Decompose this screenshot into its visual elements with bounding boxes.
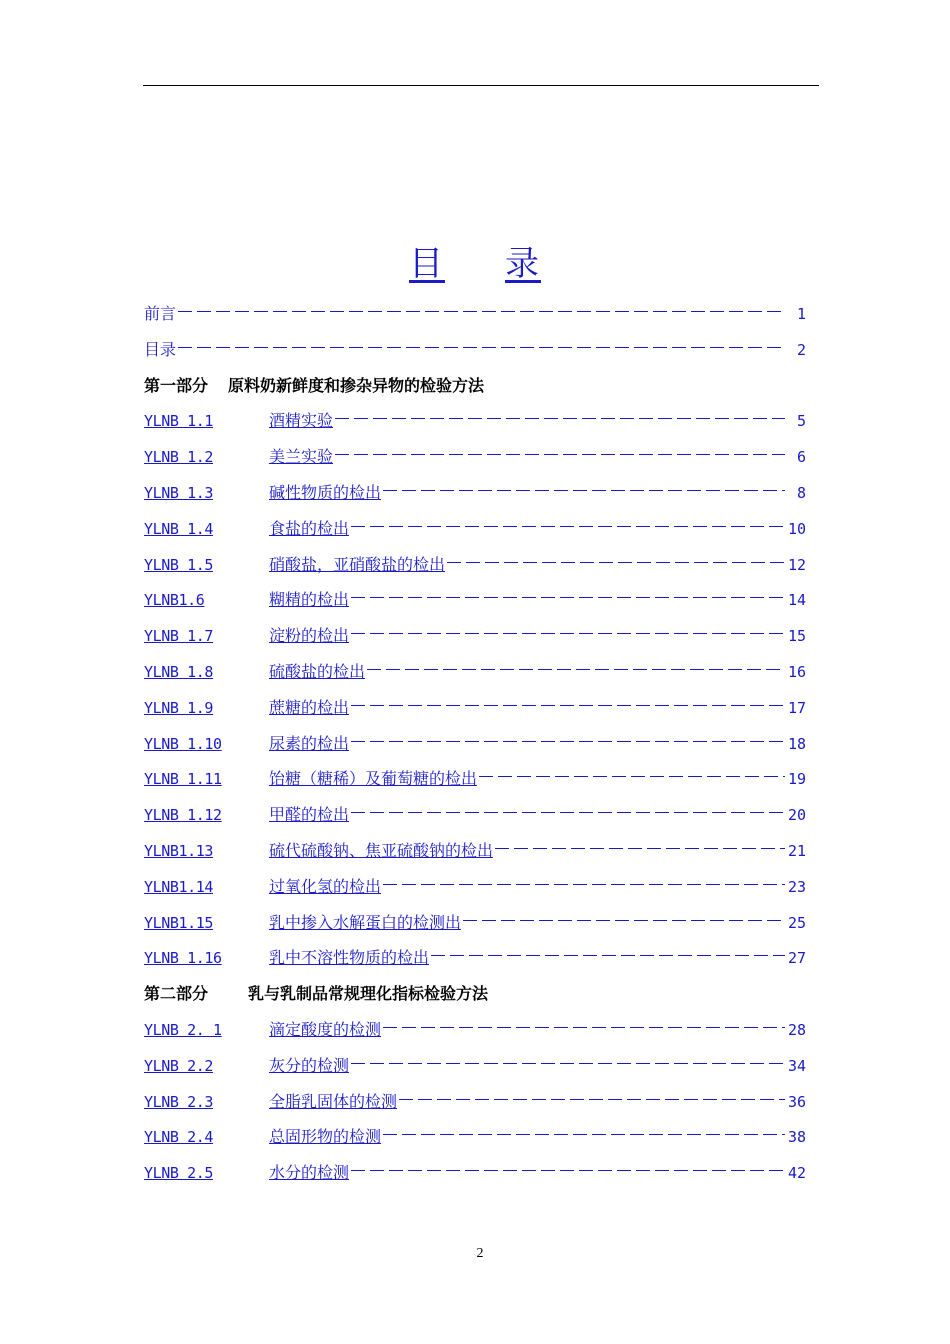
toc-entry-page: 23 <box>787 877 806 896</box>
toc-entry[interactable] <box>144 940 806 976</box>
toc-entry-title: 全脂乳固体的检测 <box>269 1091 398 1111</box>
section-part-label: 第一部分 <box>144 375 209 395</box>
toc-entry[interactable] <box>144 403 806 439</box>
dot-leader <box>351 517 785 537</box>
dot-leader <box>351 588 785 608</box>
toc-entry-title: 甲醛的检出 <box>269 805 350 825</box>
toc-entry[interactable] <box>144 654 806 690</box>
toc-entry-title: 乳中掺入水解蛋白的检测出 <box>269 912 462 932</box>
toc-entry-page: 19 <box>787 770 806 789</box>
toc-entry-code: YLNB 1.5 <box>144 555 214 574</box>
section-title: 原料奶新鲜度和掺杂异物的检验方法 <box>228 375 485 395</box>
toc-entry-code: YLNB 2. 1 <box>144 1020 222 1039</box>
toc-entry[interactable] <box>144 761 806 797</box>
toc-entry-code: YLNB 1.12 <box>144 806 222 825</box>
toc-entry-code: YLNB1.15 <box>144 913 214 932</box>
dot-leader <box>351 732 785 752</box>
toc-entry[interactable] <box>144 1048 806 1084</box>
toc-entry[interactable] <box>144 1012 806 1048</box>
section-title: 乳与乳制品常规理化指标检验方法 <box>248 984 489 1004</box>
toc-entry-title: 总固形物的检测 <box>269 1127 382 1147</box>
toc-entry[interactable] <box>144 618 806 654</box>
toc-entry-code: YLNB 1.8 <box>144 662 214 681</box>
page-number: 2 <box>476 1246 484 1261</box>
dot-leader <box>367 660 785 680</box>
dot-leader <box>479 767 785 787</box>
dot-leader <box>351 624 785 644</box>
toc-entry-title: 淀粉的检出 <box>269 626 350 646</box>
toc-entry-code: YLNB1.14 <box>144 877 214 896</box>
toc-entry-title: 硫酸盐的检出 <box>269 661 366 681</box>
toc-entry-page: 15 <box>787 627 806 646</box>
header-rule <box>143 85 819 86</box>
toc-entry-page: 10 <box>787 519 806 538</box>
toc-entry-title: 饴糖（糖稀）及葡萄糖的检出 <box>269 769 478 789</box>
toc-entry[interactable] <box>144 833 806 869</box>
toc-entry-code: YLNB 1.3 <box>144 483 214 502</box>
toc-entry-title: 前言 <box>144 304 177 323</box>
dot-leader <box>335 409 785 429</box>
dot-leader <box>447 553 785 573</box>
dot-leader <box>431 946 785 966</box>
dot-leader <box>495 839 785 859</box>
toc-entry-contents[interactable] <box>144 332 806 368</box>
toc-entry-code: YLNB 2.5 <box>144 1164 214 1183</box>
toc-entry-title: 水分的检测 <box>269 1163 350 1183</box>
dot-leader <box>351 803 785 823</box>
toc-entry-title: 灰分的检测 <box>269 1055 350 1075</box>
dot-leader <box>335 445 785 465</box>
toc-entry-page: 8 <box>796 483 806 502</box>
toc-entry-title: 食盐的检出 <box>269 518 350 538</box>
toc-entry-page: 6 <box>796 448 806 467</box>
toc-entry-code: YLNB 1.2 <box>144 448 214 467</box>
toc-entry-code: YLNB 1.9 <box>144 698 214 717</box>
toc-entry-code: YLNB 1.7 <box>144 627 214 646</box>
toc-entry-page: 18 <box>787 734 806 753</box>
toc-entry[interactable] <box>144 1119 806 1155</box>
toc-entry-title: 硝酸盐，亚硝酸盐的检出 <box>269 554 446 574</box>
dot-leader <box>383 481 785 501</box>
dot-leader <box>351 696 785 716</box>
dot-leader <box>463 911 785 931</box>
dot-leader <box>383 1018 785 1038</box>
title-char-right: 录 <box>505 244 541 284</box>
toc-entry-code: YLNB 1.1 <box>144 412 214 431</box>
toc-entry-title: 蔗糖的检出 <box>269 697 350 717</box>
dot-leader <box>178 338 785 358</box>
toc-entry-title: 碱性物质的检出 <box>269 482 382 502</box>
toc-entry-page: 34 <box>787 1056 806 1075</box>
section-heading-1 <box>144 368 806 404</box>
section-part-label: 第二部分 <box>144 984 209 1004</box>
toc-entry-title: 目录 <box>144 339 177 359</box>
toc-entry[interactable] <box>144 547 806 583</box>
toc-entry-page: 14 <box>787 591 806 610</box>
toc-entry-page: 21 <box>787 841 806 860</box>
dot-leader <box>178 302 785 322</box>
dot-leader <box>383 875 785 895</box>
toc-entry[interactable] <box>144 1155 806 1191</box>
toc-entry-page: 20 <box>787 806 806 825</box>
toc-entry-page: 12 <box>787 555 806 574</box>
toc-entry-code: YLNB 1.10 <box>144 734 222 753</box>
toc-entry-title: 硫代硫酸钠、焦亚硫酸钠的检出 <box>269 840 494 860</box>
toc-entry[interactable] <box>144 1084 806 1120</box>
toc-entry-page: 17 <box>787 698 806 717</box>
toc-entry-code: YLNB1.6 <box>144 591 205 610</box>
toc-entry-title: 尿素的检出 <box>269 733 350 753</box>
toc-entry-code: YLNB1.13 <box>144 841 214 860</box>
toc-list <box>144 296 806 1191</box>
toc-entry-code: YLNB 2.3 <box>144 1092 214 1111</box>
toc-entry-title: 乳中不溶性物质的检出 <box>269 948 430 968</box>
toc-entry[interactable] <box>144 475 806 511</box>
toc-entry-code: YLNB 1.16 <box>144 949 222 968</box>
toc-entry[interactable] <box>144 690 806 726</box>
toc-entry-page: 42 <box>787 1164 806 1183</box>
toc-entry-title: 酒精实验 <box>269 411 334 431</box>
title-char-left: 目 <box>409 244 445 284</box>
section-heading-2 <box>144 976 806 1012</box>
toc-entry-code: YLNB 2.4 <box>144 1128 214 1147</box>
toc-entry-title: 滴定酸度的检测 <box>269 1019 382 1039</box>
toc-entry[interactable] <box>144 726 806 762</box>
dot-leader <box>351 1054 785 1074</box>
toc-entry-page: 27 <box>787 949 806 968</box>
toc-entry-page: 36 <box>787 1092 806 1111</box>
page-title <box>0 236 950 285</box>
toc-entry-page: 38 <box>787 1128 806 1147</box>
toc-entry[interactable] <box>144 869 806 905</box>
title-link[interactable] <box>409 244 541 284</box>
toc-entry[interactable] <box>144 797 806 833</box>
toc-entry-code: YLNB 1.4 <box>144 519 214 538</box>
toc-entry[interactable] <box>144 582 806 618</box>
toc-entry[interactable] <box>144 905 806 941</box>
toc-entry-page: 16 <box>787 662 806 681</box>
toc-entry[interactable] <box>144 511 806 547</box>
toc-entry-page: 5 <box>796 412 806 431</box>
dot-leader <box>383 1125 785 1145</box>
toc-entry-code: YLNB 1.11 <box>144 770 222 789</box>
toc-entry-title: 美兰实验 <box>269 447 334 467</box>
toc-entry-page: 1 <box>796 305 806 323</box>
toc-entry-title: 过氧化氢的检出 <box>269 876 382 896</box>
toc-entry-page: 28 <box>787 1020 806 1039</box>
toc-entry-page: 25 <box>787 913 806 932</box>
dot-leader <box>399 1090 785 1110</box>
toc-entry-preface[interactable] <box>144 296 806 332</box>
dot-leader <box>351 1161 785 1181</box>
toc-entry-page: 2 <box>796 340 806 359</box>
toc-entry-title: 糊精的检出 <box>269 590 350 610</box>
toc-entry[interactable] <box>144 439 806 475</box>
toc-entry-code: YLNB 2.2 <box>144 1056 214 1075</box>
